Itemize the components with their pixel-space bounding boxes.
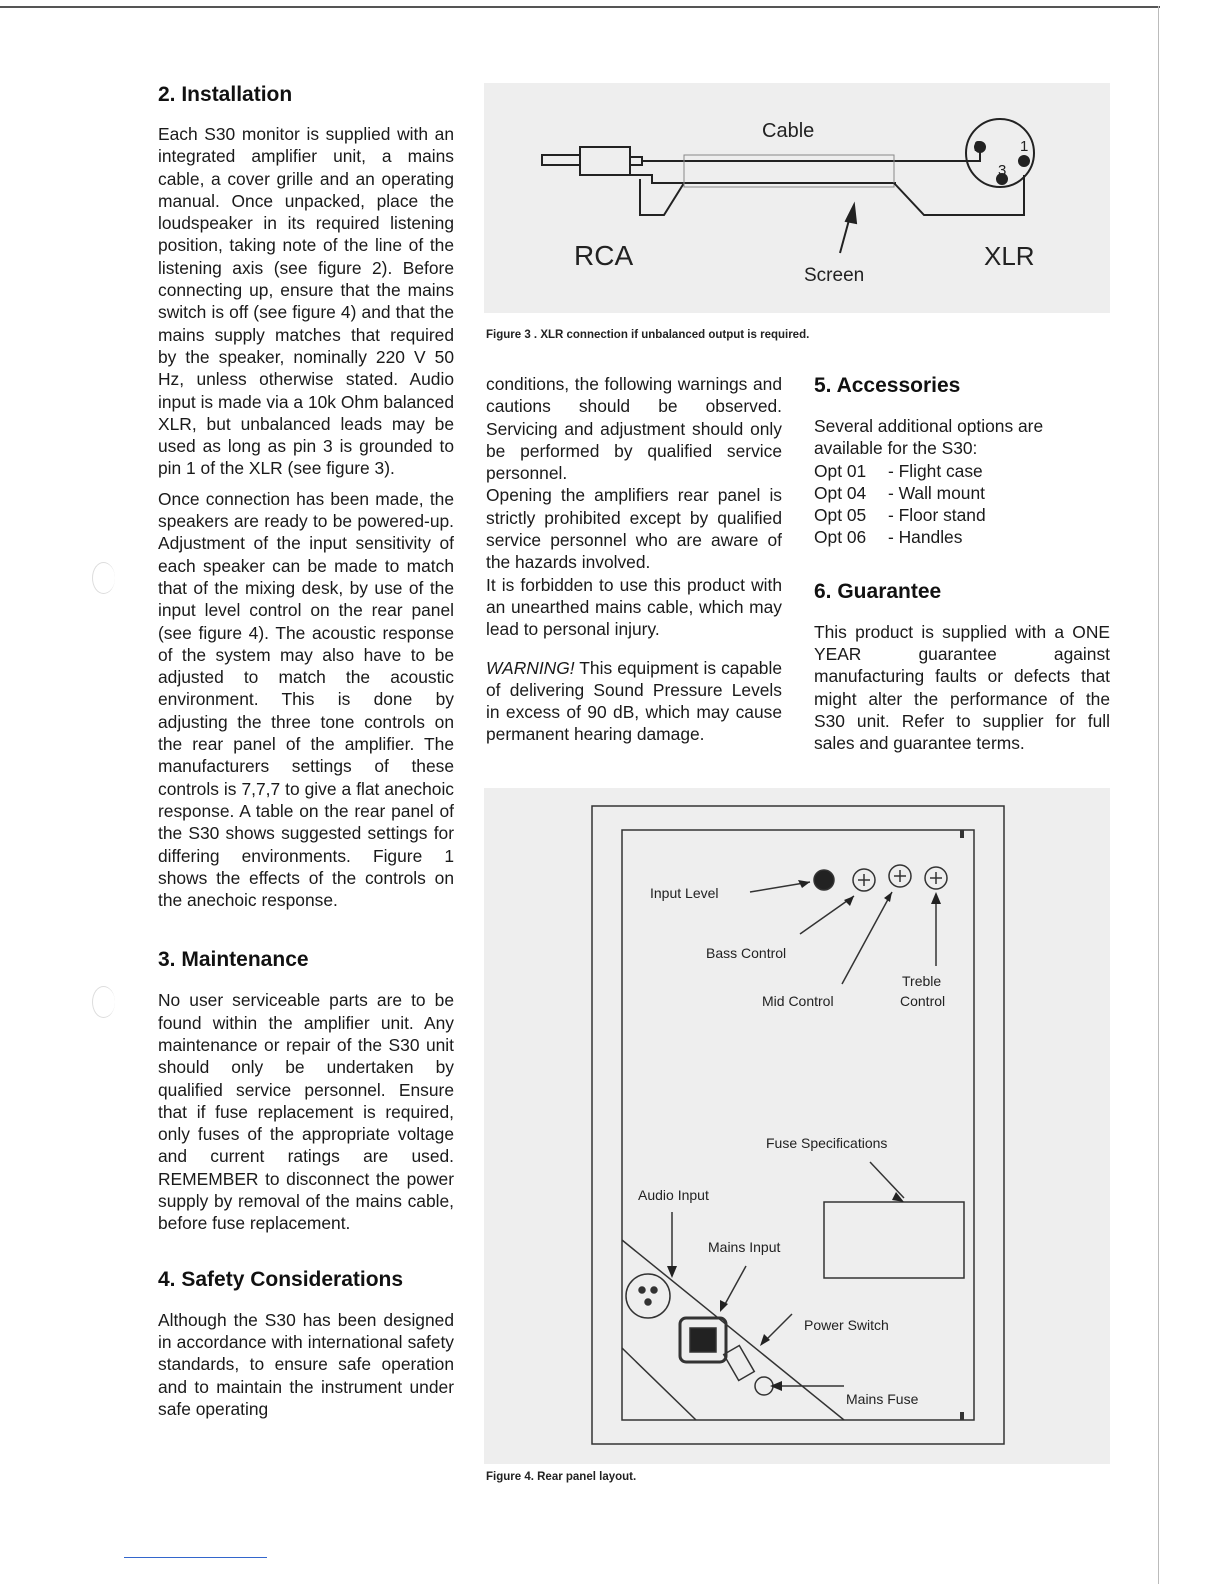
label-mains-input: Mains Input	[708, 1239, 781, 1255]
label-pin-3: 3	[998, 162, 1007, 179]
input-level-knob	[814, 870, 834, 890]
label-screen: Screen	[804, 265, 865, 286]
safety-paragraph-2: Opening the amplifiers rear panel is strictly prohibited except by qualified service personnel who are aware of the hazards involved.	[486, 485, 782, 573]
label-power-switch: Power Switch	[804, 1317, 889, 1333]
safety-paragraph-3: It is forbidden to use this product with an unearthed mains cable, which may lead to personal injury.	[486, 574, 782, 640]
label-xlr: XLR	[984, 241, 1035, 271]
list-item: Opt 04 - Wall mount	[814, 482, 985, 503]
column-middle	[486, 373, 782, 746]
warning-text: This equipment is capable of delivering Sound Pressure Levels in excess of 90 dB, which may cause permanent hearing damage.	[486, 657, 782, 745]
guarantee-paragraph: This product is supplied with a ONE YEAR guarantee against manufacturing faults or defects that might alter the performance of the S30 unit. Refer to supplier for full sales and guarantee terms.	[814, 621, 1110, 754]
warning-label: WARNING!	[486, 657, 575, 678]
figure-3-xlr-diagram	[484, 83, 1110, 313]
safety-paragraph-1: Although the S30 has been designed in accordance with international safety standards, to ensure safe operation and to maintain the instrument under safe operating	[158, 1309, 454, 1419]
label-mid-control: Mid Control	[762, 993, 834, 1009]
panel-outer	[592, 806, 1004, 1444]
top-rule	[0, 6, 1160, 8]
heading-safety: 4. Safety Considerations	[158, 1267, 404, 1291]
warning-paragraph	[486, 657, 782, 746]
safety-paragraph-1-continued: conditions, the following warnings and cautions should be observed. Servicing and adjustment should only be performed by qualified service personnel.	[486, 374, 782, 484]
column-left	[158, 82, 454, 1420]
installation-paragraph-2: Once connection has been made, the speakers are ready to be powered-up. Adjustment of the input sensitivity of each speaker can be made to match that of the mixing desk, by use of the input level control on the rear panel (see figure 4). The acoustic response of the system may also have to be adjusted to match the acoustic environment. This is done by adjusting the three tone controls on the rear panel of the amplifier. The manufacturers settings of these controls is 7,7,7 to give a flat anechoic response. A table on the rear panel of the S30 shows suggested settings for differing environments. Figure 1 shows the effects of the controls on the anechoic response.	[158, 488, 454, 911]
figure-4-caption: Figure 4. Rear panel layout.	[486, 1471, 637, 1483]
right-margin-rule	[1158, 6, 1159, 1584]
label-control: Control	[900, 993, 946, 1009]
label-input-level: Input Level	[650, 885, 719, 901]
list-item: Opt 05 - Floor stand	[814, 505, 986, 526]
label-fuse-specifications: Fuse Specifications	[766, 1135, 888, 1151]
column-right	[814, 373, 1110, 755]
panel-inner	[622, 830, 974, 1420]
hole-punch-mark	[92, 562, 115, 594]
rca-pin	[542, 155, 580, 165]
figure-4-rear-panel	[484, 788, 1110, 1464]
label-bass-control: Bass Control	[706, 945, 787, 961]
label-treble: Treble	[902, 973, 942, 989]
accessories-intro: Several additional options are available for the S30:	[814, 416, 1044, 459]
list-item: Opt 06 - Handles	[814, 527, 963, 548]
heading-accessories: 5. Accessories	[814, 374, 961, 397]
rca-body	[580, 147, 630, 175]
label-cable: Cable	[762, 120, 815, 142]
list-item: Opt 01 - Flight case	[814, 460, 983, 481]
label-audio-input: Audio Input	[638, 1187, 709, 1203]
hole-punch-mark	[92, 986, 115, 1018]
label-rca: RCA	[574, 240, 634, 271]
figure-3-caption: Figure 3 . XLR connection if unbalanced output is required.	[486, 329, 810, 341]
maintenance-paragraph: No user serviceable parts are to be found within the amplifier unit. Any maintenance or repair of the S30 unit should only be undertaken by qualified service personnel. Ensure that if fuse replacement is required, only fuses of the appropriate voltage and current ratings are used. REMEMBER to disconnect the power supply by removal of the mains cable, before fuse replacement.	[158, 990, 454, 1234]
label-pin-2: 2	[974, 138, 983, 155]
bottom-underline	[124, 1557, 267, 1558]
heading-guarantee: 6. Guarantee	[814, 579, 942, 603]
label-mains-fuse: Mains Fuse	[846, 1391, 919, 1407]
heading-maintenance: 3. Maintenance	[158, 948, 309, 972]
heading-installation: 2. Installation	[158, 83, 293, 106]
installation-paragraph-1: Each S30 monitor is supplied with an integrated amplifier unit, a mains cable, a cover grille and an operating manual. Once unpacked, place the loudspeaker in its required listening position, taking note of the line of the listening axis (see figure 2). Before connecting up, ensure that the mains switch is off (see figure 4) and that the mains supply matches that required by the speaker, nominally 220 V 50 Hz, unless otherwise stated. Audio input is made via a 10k Ohm balanced XLR, but unbalanced leads may be used as long as pin 3 is grounded to pin 1 of the XLR (see figure 3).	[158, 124, 454, 479]
accessories-list	[814, 460, 1110, 549]
label-pin-1: 1	[1020, 138, 1029, 155]
